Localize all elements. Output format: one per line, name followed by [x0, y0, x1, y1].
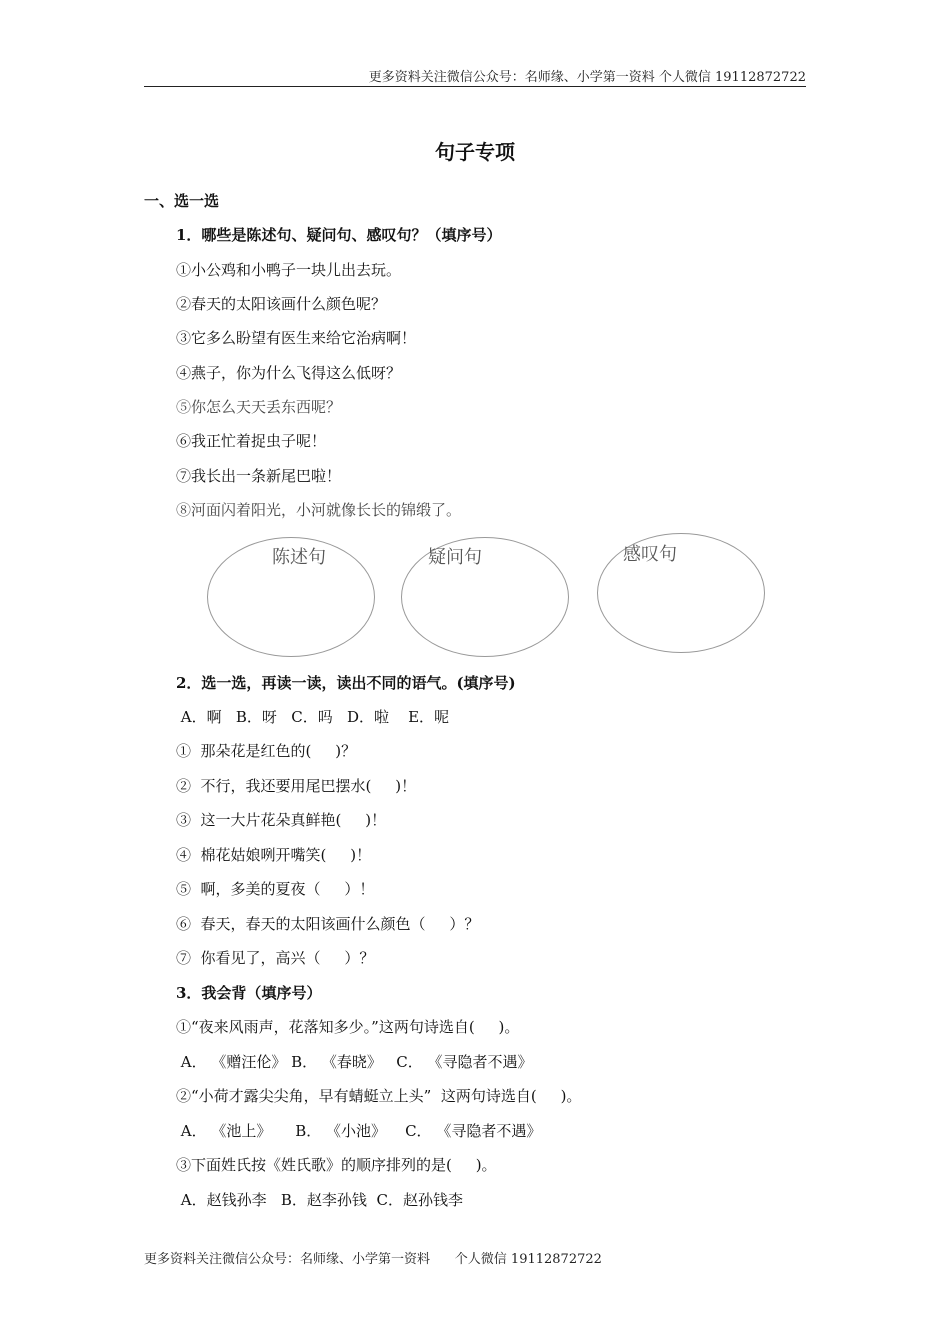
q3-line-2: A． 《赠汪伦》 B． 《春晓》 C． 《寻隐者不遇》	[176, 1053, 533, 1071]
oval-question[interactable]	[401, 537, 569, 657]
q3-title: 3．我会背（填序号）	[176, 984, 322, 1002]
q1-item-1: ①小公鸡和小鸭子一块儿出去玩。	[176, 261, 402, 279]
header-divider	[144, 86, 806, 87]
oval-statement-label: 陈述句	[272, 547, 326, 568]
q2-item-7: ⑦ 你看见了，高兴（ ）？	[176, 949, 375, 967]
q1-item-5: ⑤你怎么天天丢东西呢？	[176, 398, 342, 416]
q1-item-2: ②春天的太阳该画什么颜色呢？	[176, 295, 387, 313]
q3-line-6: A．赵钱孙李 B．赵李孙钱 C．赵孙钱李	[176, 1191, 463, 1209]
q3-line-4: A． 《池上》 B． 《小池》 C． 《寻隐者不遇》	[176, 1122, 542, 1140]
q2-options: A．啊 B．呀 C．吗 D．啦 E．呢	[176, 708, 450, 726]
q1-item-6: ⑥我正忙着捉虫子呢！	[176, 432, 327, 450]
q2-item-2: ② 不行，我还要用尾巴摆水( )！	[176, 777, 417, 795]
q3-line-5: ③下面姓氏按《姓氏歌》的顺序排列的是( )。	[176, 1156, 497, 1174]
page-header: 更多资料关注微信公众号：名师缘、小学第一资料 个人微信 19112872722	[368, 70, 806, 85]
q3-line-3: ②“小荷才露尖尖角，早有蜻蜓立上头” 这两句诗选自( )。	[176, 1087, 582, 1105]
q2-item-1: ① 那朵花是红色的( )？	[176, 742, 357, 760]
q2-title: 2．选一选，再读一读，读出不同的语气。(填序号)	[176, 674, 516, 692]
q1-item-8: ⑧河面闪着阳光，小河就像长长的锦缎了。	[176, 501, 462, 519]
q1-item-7: ⑦我长出一条新尾巴啦！	[176, 467, 342, 485]
q3-line-1: ①“夜来风雨声，花落知多少。”这两句诗选自( )。	[176, 1018, 520, 1036]
page-title: 句子专项	[435, 140, 515, 164]
oval-exclamation-label: 感叹句	[623, 544, 677, 565]
q2-item-3: ③ 这一大片花朵真鲜艳( )！	[176, 811, 387, 829]
section-heading: 一、选一选	[144, 192, 220, 210]
q1-item-4: ④燕子，你为什么飞得这么低呀？	[176, 364, 402, 382]
q2-item-4: ④ 棉花姑娘咧开嘴笑( )！	[176, 846, 372, 864]
q1-item-3: ③它多么盼望有医生来给它治病啊！	[176, 329, 417, 347]
q1-title: 1．哪些是陈述句、疑问句、感叹句？（填序号）	[176, 226, 502, 244]
q2-item-5: ⑤ 啊，多美的夏夜（ ）！	[176, 880, 375, 898]
oval-question-label: 疑问句	[428, 547, 482, 568]
page-footer: 更多资料关注微信公众号：名师缘、小学第一资料 个人微信 19112872722	[144, 1252, 602, 1267]
q2-item-6: ⑥ 春天，春天的太阳该画什么颜色（ ）？	[176, 915, 480, 933]
